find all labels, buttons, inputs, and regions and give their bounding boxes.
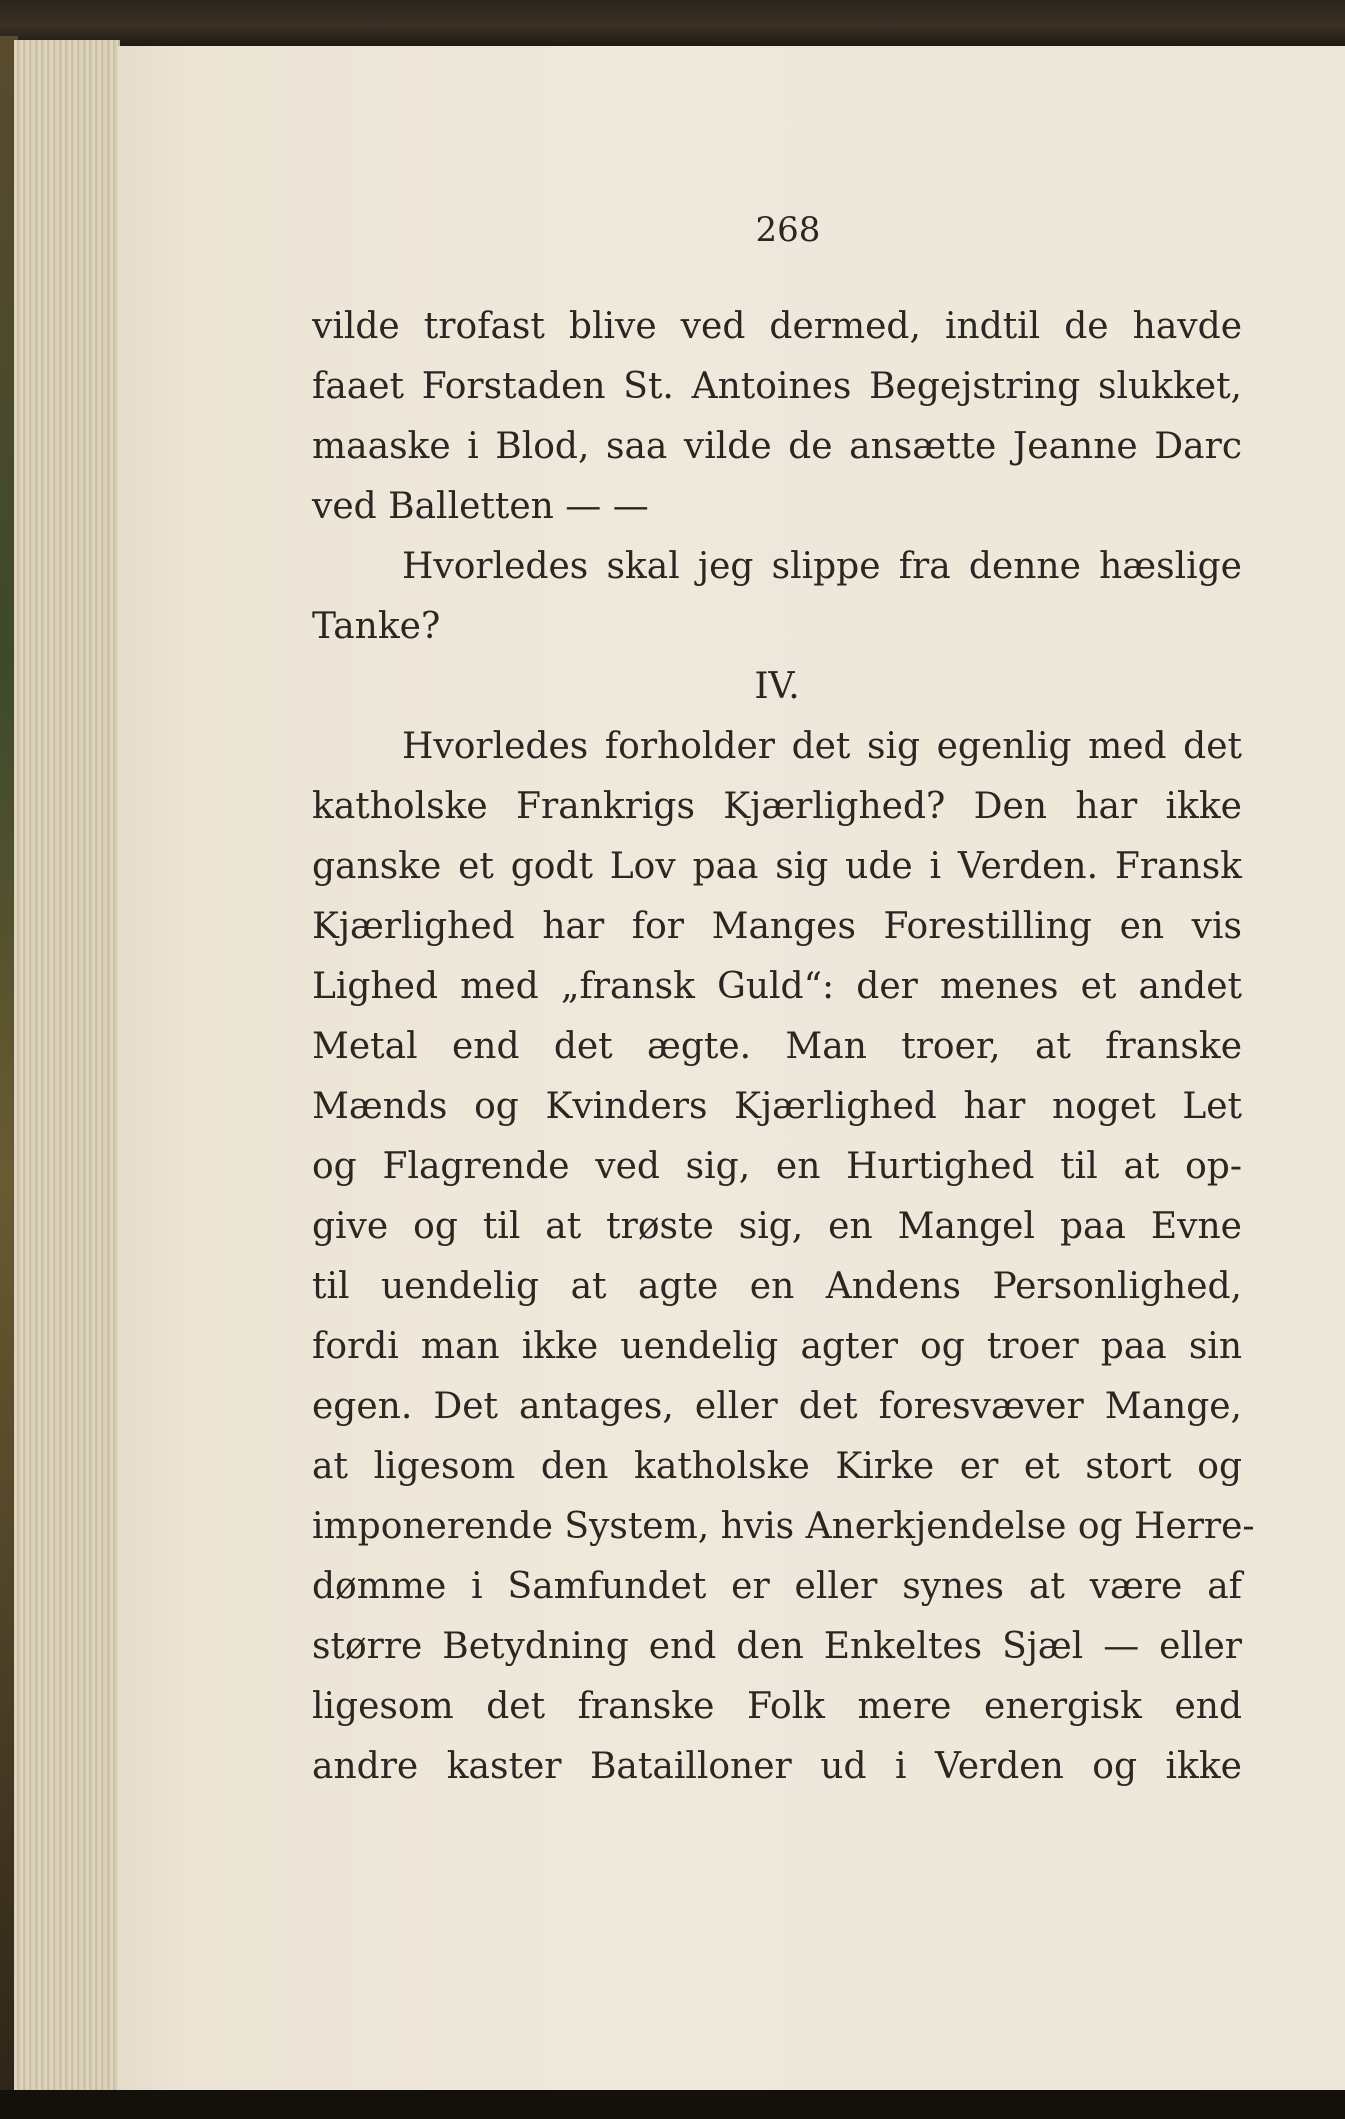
- text-line: ligesom det franske Folk mere energisk end: [312, 1686, 1242, 1727]
- text-line: til uendelig at agte en Andens Personlighed,: [312, 1266, 1242, 1307]
- text-line: imponerende System, hvis Anerkjendelse og Herre-: [312, 1506, 1255, 1547]
- text-line: og Flagrende ved sig, en Hurtighed til at op-: [312, 1146, 1242, 1187]
- page-stack-edges: [14, 40, 120, 2092]
- body-text: [312, 297, 1255, 1797]
- text-line: katholske Frankrigs Kjærlighed? Den har ikke: [312, 786, 1242, 827]
- section-heading: IV.: [754, 666, 800, 707]
- text-line: Kjærlighed har for Manges Forestilling en vis: [312, 906, 1242, 947]
- text-line: Hvorledes forholder det sig egenlig med det: [402, 726, 1242, 767]
- text-line: maaske i Blod, saa vilde de ansætte Jeanne Darc: [312, 426, 1242, 467]
- text-line: dømme i Samfundet er eller synes at være af: [312, 1566, 1242, 1607]
- book-bottom-edge: [0, 2090, 1345, 2119]
- page-number: 268: [755, 210, 821, 250]
- text-line: større Betydning end den Enkeltes Sjæl — eller: [312, 1626, 1242, 1667]
- text-line: faaet Forstaden St. Antoines Begejstring slukket,: [312, 366, 1242, 407]
- text-line: Lighed med „fransk Guld“: der menes et andet: [312, 966, 1242, 1007]
- text-line: Metal end det ægte. Man troer, at franske: [312, 1026, 1242, 1067]
- book-top-edge: [0, 0, 1345, 46]
- text-line: ved Balletten — —: [312, 486, 649, 527]
- text-line: andre kaster Batailloner ud i Verden og ikke: [312, 1746, 1242, 1787]
- text-line: Tanke?: [312, 606, 441, 647]
- text-line: vilde trofast blive ved dermed, indtil de havde: [312, 306, 1242, 347]
- text-line: egen. Det antages, eller det foresvæver Mange,: [312, 1386, 1242, 1427]
- text-line: give og til at trøste sig, en Mangel paa Evne: [312, 1206, 1242, 1247]
- text-line: fordi man ikke uendelig agter og troer paa sin: [312, 1326, 1242, 1367]
- text-line: Hvorledes skal jeg slippe fra denne hæslige: [402, 546, 1242, 587]
- text-line: at ligesom den katholske Kirke er et stort og: [312, 1446, 1242, 1487]
- text-line: Mænds og Kvinders Kjærlighed har noget Let: [312, 1086, 1242, 1127]
- text-line: ganske et godt Lov paa sig ude i Verden. Fransk: [312, 846, 1242, 887]
